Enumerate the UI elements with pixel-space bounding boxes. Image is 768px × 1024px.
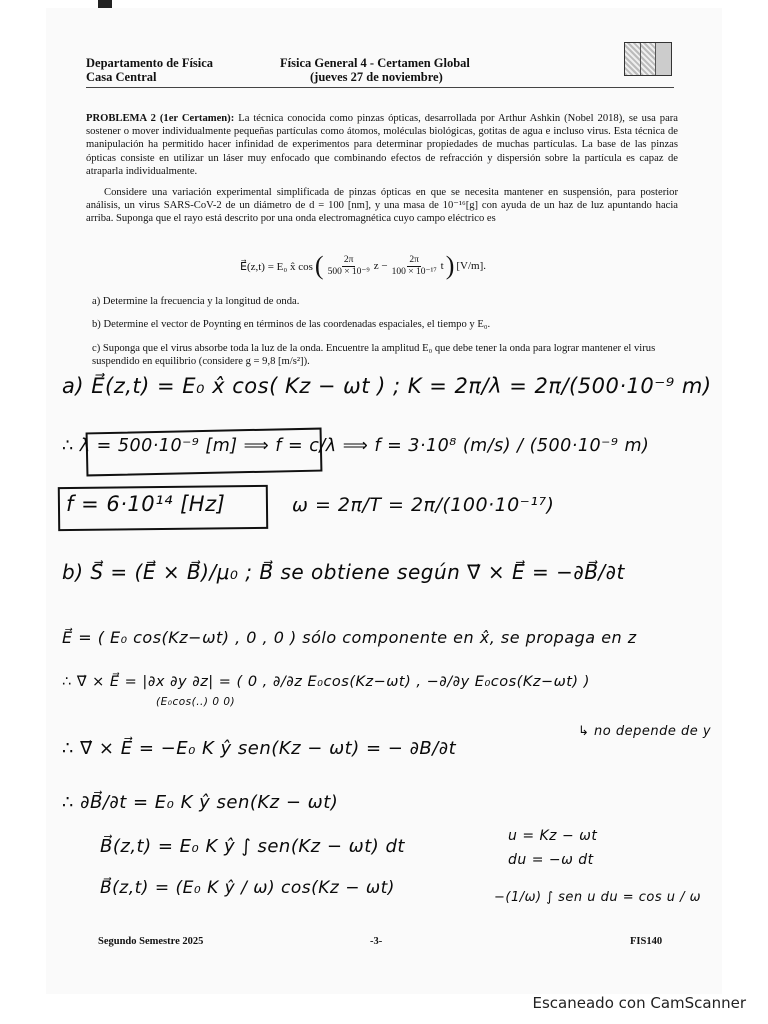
handwritten-a-omega: ω = 2π/T = 2π/(100·10⁻¹⁷) bbox=[292, 494, 555, 516]
page-edge-mark bbox=[98, 0, 112, 8]
handwritten-a-line1: a) E⃗(z,t) = E₀ x̂ cos( Kz − ωt ) ; K = 2π/λ = 2π/(500·10⁻⁹ m) bbox=[62, 374, 712, 398]
department-name: Departamento de Física bbox=[86, 56, 214, 70]
department-header bbox=[86, 56, 213, 84]
handwritten-b-determinant-row: (E₀cos(..) 0 0) bbox=[156, 696, 236, 708]
handwritten-b-line1: b) S⃗ = (E⃗ × B⃗)/μ₀ ; B⃗ se obtiene según ∇⃗ × E⃗ = −∂B⃗/∂t bbox=[62, 560, 625, 584]
problem-body: Considere una variación experimental simplificada de pinzas ópticas en que se necesita mantener en suspensión, para posterior análisis, un virus SARS-CoV-2 de un diámetro de d = 100 [nm], y una masa de 10⁻¹⁶[g] con ayuda de un haz de luz apuntando hacia arriba. Suponga que el rayo está descrito por una onda electromagnética cuyo campo eléctrico es bbox=[86, 187, 678, 225]
problem-title: PROBLEMA 2 (1er Certamen): bbox=[86, 113, 235, 124]
header-divider bbox=[86, 87, 674, 88]
handwritten-b-sub-u: u = Kz − ωt bbox=[508, 828, 598, 844]
course-header bbox=[280, 56, 470, 84]
question-a: a) Determine la frecuencia y la longitud de onda. bbox=[92, 296, 300, 307]
handwritten-b-sub-du: du = −ω dt bbox=[508, 852, 594, 868]
footer-page-number: -3- bbox=[370, 936, 383, 947]
electric-field-equation: E⃗(z,t) = E₀ x̂ cos ( $\frac{2\pi}{\text{500 × 10⁻⁹}}$ z − $\frac{2\pi}{\text{100 × 10⁻¹⁷}}$ t ) [V/m]. bbox=[240, 251, 487, 280]
footer-semester: Segundo Semestre 2025 bbox=[98, 936, 204, 947]
handwritten-b-note: ↳ no depende de y bbox=[578, 724, 712, 739]
equation-fraction-2: $\frac{2\pi}{\text{100 × 10⁻¹⁷}}$ bbox=[391, 254, 437, 277]
equation-lhs: E⃗(z,t) = E₀ x̂ cos bbox=[240, 260, 313, 273]
university-crest-logo bbox=[624, 42, 672, 76]
equation-mid: z − bbox=[373, 260, 388, 272]
problem-intro bbox=[86, 112, 678, 178]
course-title: Física General 4 - Certamen Global bbox=[280, 56, 470, 70]
camscanner-watermark: Escaneado con CamScanner bbox=[532, 994, 746, 1012]
equation-fraction-1: $\frac{2\pi}{\text{500 × 10⁻⁹}}$ bbox=[327, 254, 370, 277]
equation-units: [V/m]. bbox=[456, 260, 487, 272]
exam-date: (jueves 27 de noviembre) bbox=[310, 70, 443, 84]
question-c: c) Suponga que el virus absorbe toda la luz de la onda. Encuentre la amplitud E₀ que debe tener la onda para lograr mantener el virus suspendido en equilibrio (considere g = 9,8 [m/s²]). bbox=[92, 343, 656, 368]
handwritten-a-line3: f = 6·10¹⁴ [Hz] bbox=[66, 492, 226, 516]
handwritten-b-line3: ∴ ∇⃗ × E⃗ = |∂x ∂y ∂z| = ( 0 , ∂/∂z E₀cos(Kz−ωt) , −∂/∂y E₀cos(Kz−ωt) ) bbox=[62, 674, 590, 690]
campus-name: Casa Central bbox=[86, 70, 157, 84]
handwritten-b-line2: E⃗ = ( E₀ cos(Kz−ωt) , 0 , 0 ) sólo componente en x̂, se propaga en z bbox=[62, 628, 637, 647]
footer-course-code: FIS140 bbox=[630, 936, 663, 947]
handwritten-b-line5: ∴ ∂B⃗/∂t = E₀ K ŷ sen(Kz − ωt) bbox=[62, 792, 339, 813]
equation-tail: t bbox=[440, 260, 444, 272]
handwritten-b-line4: ∴ ∇⃗ × E⃗ = −E₀ K ŷ sen(Kz − ωt) = − ∂B/∂t bbox=[62, 738, 457, 759]
handwritten-b-line7: B⃗(z,t) = (E₀ K ŷ / ω) cos(Kz − ωt) bbox=[100, 878, 395, 898]
handwritten-b-line6: B⃗(z,t) = E₀ K ŷ ∫ sen(Kz − ωt) dt bbox=[100, 836, 405, 857]
problem-intro-text: La técnica conocida como pinzas ópticas, desarrollada por Arthur Ashkin (Nobel 2018), se usa para sostener o mover individualmente pequeñas partículas como átomos, moléculas biológicas, gotitas de agua e incluso virus. Esta técnica de manipulación ha permitido hacer infinidad de experimentos para determinar propiedades de muchas partículas. La base de las pinzas ópticas consiste en utilizar un láser muy enfocado que combinando efectos de refracción y dispersión sobre la partícula es capaz de atraparla individualmente. bbox=[86, 113, 678, 177]
handwritten-a-line2: ∴ λ = 500·10⁻⁹ [m] ⟹ f = c/λ ⟹ f = 3·10⁸ (m/s) / (500·10⁻⁹ m) bbox=[62, 436, 650, 456]
handwritten-b-integral: −(1/ω) ∫ sen u du = cos u / ω bbox=[494, 890, 702, 905]
question-b: b) Determine el vector de Poynting en términos de las coordenadas espaciales, el tiempo y E₀. bbox=[92, 319, 491, 330]
